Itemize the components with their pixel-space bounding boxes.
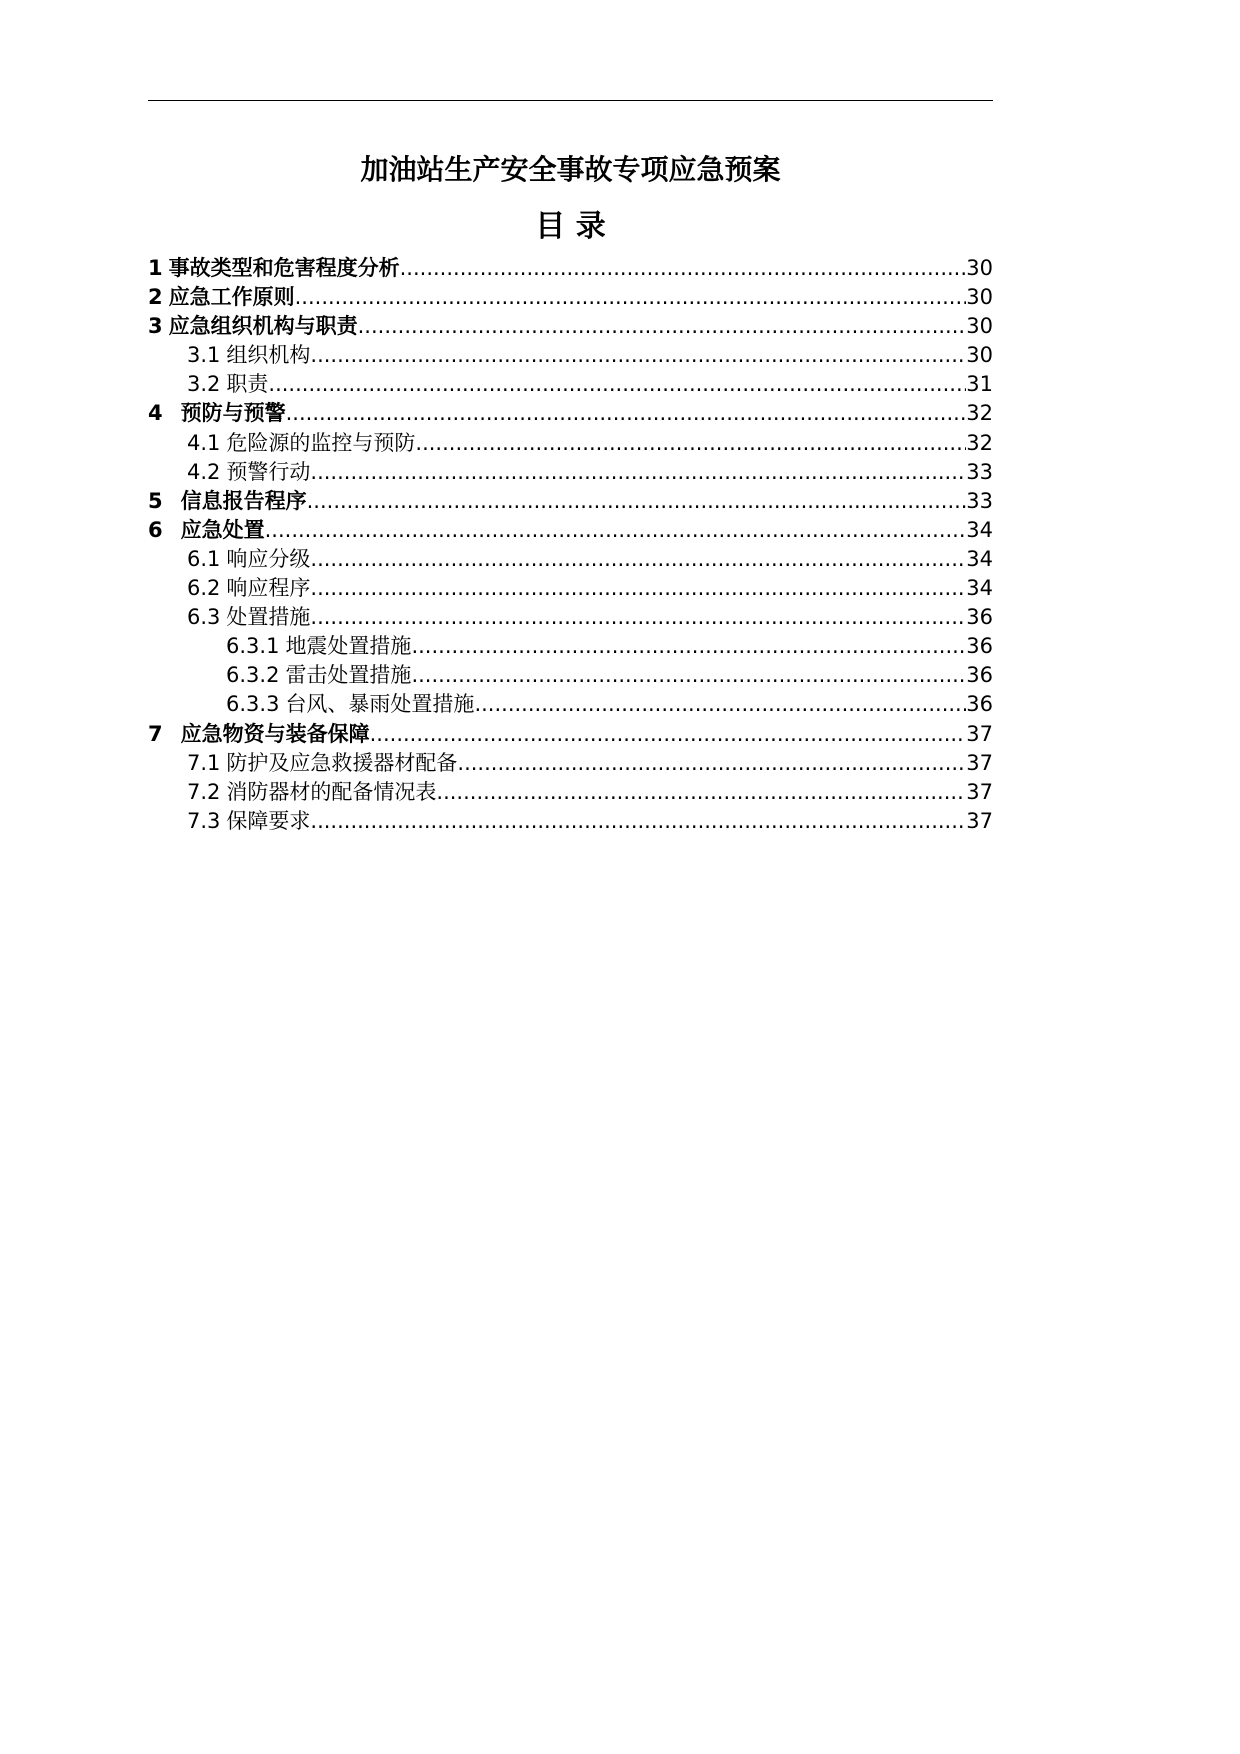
toc-entry-page: 30 (966, 343, 993, 368)
toc-entry-number: 7.3 (187, 808, 221, 833)
toc-entry[interactable] (148, 487, 993, 516)
toc-entry-title: 预警行动 (226, 459, 311, 484)
toc-dot-leader (268, 370, 966, 399)
toc-entry-page: 30 (966, 256, 993, 280)
toc-entry-page: 33 (966, 459, 993, 484)
toc-dot-leader (310, 574, 966, 603)
toc-dot-leader (411, 632, 966, 661)
toc-entry-number: 3.1 (187, 343, 221, 368)
toc-entry-number: 6.3.3 (226, 692, 280, 717)
toc-entry-title: 职责 (226, 372, 269, 397)
toc-entry[interactable] (148, 341, 993, 370)
toc-entry-title: 处置措施 (226, 605, 311, 630)
toc-dot-leader (436, 778, 966, 807)
table-of-contents (148, 254, 993, 836)
toc-entry[interactable] (148, 574, 993, 603)
toc-entry-label (226, 661, 411, 690)
toc-dot-leader (358, 312, 967, 341)
toc-entry-page: 34 (966, 517, 993, 542)
toc-entry-label (148, 312, 358, 341)
toc-entry[interactable] (148, 778, 993, 807)
toc-entry-title: 组织机构 (226, 343, 311, 368)
toc-entry-number: 1 (148, 256, 163, 280)
toc-entry-title: 响应分级 (226, 546, 311, 571)
toc-entry-label (187, 370, 268, 399)
toc-entry-page: 37 (966, 779, 993, 804)
toc-entry-page: 31 (966, 372, 993, 397)
toc-entry-number: 2 (148, 285, 163, 310)
toc-entry-number: 6 (148, 517, 163, 542)
toc-entry-title: 响应程序 (226, 576, 311, 601)
toc-entry[interactable] (148, 749, 993, 778)
toc-entry-label (148, 516, 265, 545)
toc-entry-number: 4 (148, 401, 163, 426)
toc-dot-leader (307, 487, 967, 516)
toc-dot-leader (295, 283, 967, 312)
toc-entry[interactable] (148, 399, 993, 428)
toc-entry[interactable] (148, 632, 993, 661)
toc-entry[interactable] (148, 807, 993, 836)
toc-entry-number: 4.2 (187, 459, 221, 484)
toc-entry-label (187, 458, 310, 487)
toc-entry-title: 地震处置措施 (285, 634, 412, 659)
toc-entry-number: 4.1 (187, 430, 221, 455)
document-title: 加油站生产安全事故专项应急预案 (360, 153, 781, 186)
toc-entry[interactable] (148, 312, 993, 341)
toc-dot-leader (286, 399, 967, 428)
toc-entry-number: 7.2 (187, 779, 221, 804)
toc-dot-leader (310, 458, 966, 487)
toc-entry[interactable] (148, 545, 993, 574)
toc-dot-leader (411, 661, 966, 690)
toc-dot-leader (310, 603, 966, 632)
toc-entry-label (148, 254, 400, 283)
toc-entry-label (148, 283, 295, 312)
toc-entry-page: 37 (966, 721, 993, 746)
toc-dot-leader (265, 516, 967, 545)
toc-entry[interactable] (148, 254, 993, 283)
toc-entry-page: 30 (966, 285, 993, 310)
toc-entry-label (187, 807, 310, 836)
toc-entry-page: 32 (966, 430, 993, 455)
toc-entry-number: 5 (148, 488, 163, 513)
toc-entry-page: 30 (966, 314, 993, 339)
toc-entry-number: 6.3.2 (226, 663, 280, 688)
toc-entry-label (187, 574, 310, 603)
toc-dot-leader (310, 545, 966, 574)
toc-entry-page: 36 (966, 692, 993, 717)
header-rule (148, 100, 993, 101)
toc-entry-page: 36 (966, 663, 993, 688)
toc-entry[interactable] (148, 603, 993, 632)
toc-entry-title: 应急处置 (180, 517, 265, 542)
toc-entry-title: 应急工作原则 (168, 285, 295, 310)
toc-entry-page: 34 (966, 576, 993, 601)
toc-entry-title: 台风、暴雨处置措施 (285, 692, 475, 717)
toc-entry-title: 保障要求 (226, 808, 311, 833)
toc-dot-leader (310, 341, 966, 370)
toc-entry-number: 6.3.1 (226, 634, 280, 659)
toc-entry-page: 37 (966, 750, 993, 775)
toc-entry-label (187, 778, 436, 807)
toc-entry[interactable] (148, 690, 993, 719)
toc-entry-number: 6.2 (187, 576, 221, 601)
toc-entry-page: 36 (966, 634, 993, 659)
toc-entry-title: 防护及应急救援器材配备 (226, 750, 458, 775)
toc-entry[interactable] (148, 720, 993, 749)
toc-entry[interactable] (148, 283, 993, 312)
toc-entry-page: 32 (966, 401, 993, 426)
toc-entry[interactable] (148, 661, 993, 690)
toc-dot-leader (310, 807, 966, 836)
toc-entry-label (187, 603, 310, 632)
toc-entry-label (226, 690, 474, 719)
toc-entry-label (148, 487, 307, 516)
toc-entry-title: 信息报告程序 (180, 488, 307, 513)
toc-entry-title: 雷击处置措施 (285, 663, 412, 688)
toc-entry-number: 7.1 (187, 750, 221, 775)
toc-entry-title: 预防与预警 (180, 401, 286, 426)
toc-dot-leader (415, 429, 966, 458)
toc-entry-number: 3 (148, 314, 163, 339)
toc-entry-title: 应急组织机构与职责 (168, 314, 358, 339)
toc-entry-page: 36 (966, 605, 993, 630)
toc-dot-leader (457, 749, 966, 778)
toc-entry-title: 危险源的监控与预防 (226, 430, 416, 455)
toc-entry[interactable] (148, 458, 993, 487)
toc-entry-label (187, 341, 310, 370)
toc-entry-number: 6.1 (187, 546, 221, 571)
toc-entry[interactable] (148, 370, 993, 399)
toc-entry-label (187, 429, 415, 458)
toc-dot-leader (370, 720, 967, 749)
toc-dot-leader (400, 254, 967, 283)
toc-entry-title: 应急物资与装备保障 (180, 721, 370, 746)
toc-entry-page: 33 (966, 488, 993, 513)
toc-entry-title: 事故类型和危害程度分析 (168, 256, 400, 280)
toc-entry-label (187, 749, 457, 778)
toc-entry-label (148, 399, 286, 428)
toc-entry-number: 7 (148, 721, 163, 746)
toc-dot-leader (474, 690, 966, 719)
toc-entry-label (148, 720, 370, 749)
toc-entry-title: 消防器材的配备情况表 (226, 779, 437, 804)
toc-entry[interactable] (148, 516, 993, 545)
toc-heading: 目 录 (535, 209, 606, 244)
toc-entry-number: 3.2 (187, 372, 221, 397)
toc-entry-label (226, 632, 411, 661)
toc-entry-page: 37 (966, 808, 993, 833)
toc-entry-label (187, 545, 310, 574)
toc-entry-page: 34 (966, 546, 993, 571)
toc-entry[interactable] (148, 429, 993, 458)
toc-entry-number: 6.3 (187, 605, 221, 630)
